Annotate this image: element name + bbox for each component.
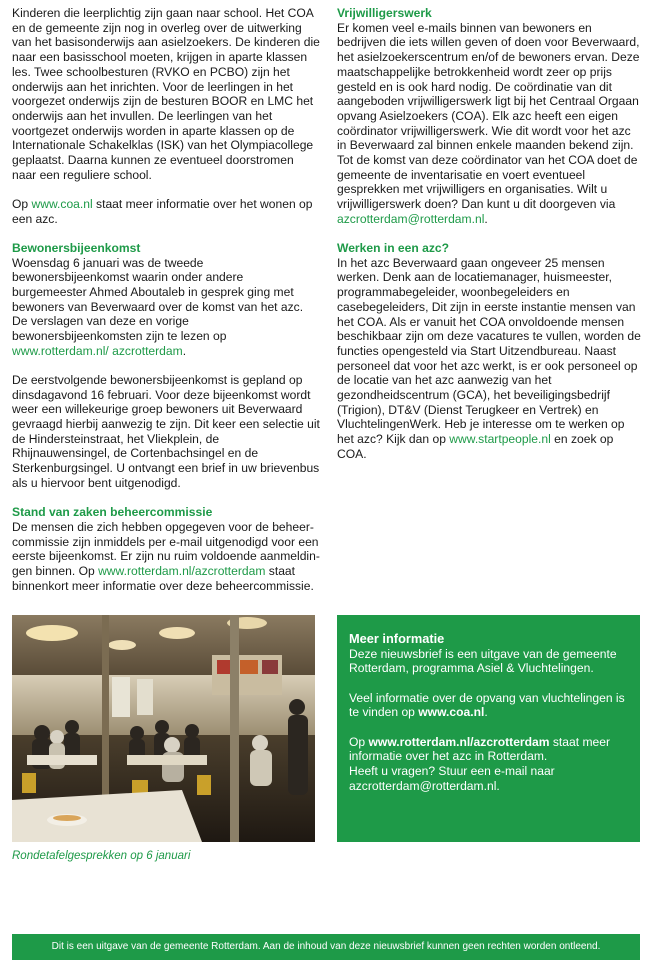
meeting-photo-illustration xyxy=(12,615,315,842)
vrijwilligerswerk-heading: Vrijwilligerswerk xyxy=(337,6,432,20)
rotterdam-azc-link[interactable]: www.rotterdam.nl/ azcrotterdam xyxy=(12,343,183,358)
text: . xyxy=(484,211,488,226)
footer-bar xyxy=(12,934,640,960)
infobox-paragraph-2 xyxy=(349,691,628,720)
text: Er komen veel e-mails binnen van bewoners en bedrijven die iets willen geven of doen voor Beverwaard, het asielzoekerscentrum en/of de bewoners ervan. Deze maatschappelijke betrokkenheid wordt zeer op prijs gesteld en is ook hard nodig. De coördinatie van dit aangeboden vrijwilligerswerk ligt bij het Centraal Orgaan opvang Asielzoekers (COA). Elk azc heeft een eigen coördinator vrijwilligerswerk. Wie dit wordt voor het azc in Beverwaard zal binnen enkele maanden bekend zijn. Tot de komst van deze coördinator van het COA doet de gemeente de inventarisatie en voert eventueel gesprekken met vrijwilligers en organisaties. Wilt u vrijwilligerswerk doen? Dan kunt u dit doorgeven via xyxy=(337,20,640,212)
intro-paragraph: Kinderen die leerplichtig zijn gaan naar school. Het COA en de gemeente zijn nog in overleg over de uitwerking van het basisonderwijs aan asielzoekers. De kinderen die naar een basisschool moeten, krijgen in aparte klassen les. Twee schoolbesturen (RVKO en PCBO) zijn het onderwijs aan het inrichten. Voor de leerlingen in het voorgezet onderwijs zijn de besturen BOOR en LMC het onderwijs aan het invullen. De leerlingen van het voortgezet onderwijs worden in aparte klassen op de Internationale Schakelklas (ISK) van het Olympiacollege geplaatst. Daarna kunnen ze eventueel doorstromen naar een reguliere school. xyxy=(12,6,320,182)
text: Veel informatie over de opvang van vluchtelingen is te vinden op xyxy=(349,690,625,720)
text: . xyxy=(484,705,488,720)
text: Op xyxy=(12,196,32,211)
infobox-contact-line: Heeft u vragen? Stuur een e-mail naar azcrotterdam@rotterdam.nl. xyxy=(349,763,555,793)
text: staat meer informatie over het wonen op een azc. xyxy=(12,196,313,226)
text: . xyxy=(182,343,187,358)
intro-coa-paragraph xyxy=(12,197,320,226)
text: Woensdag 6 januari was de tweede bewonersbijeenkomst waarin onder andere burgemeester Ahmed Aboutaleb in gesprek ging met bewoners van Beverwaard over de komst van het azc. De verslagen van deze en vorige bewonersbijeenkomsten zijn te lezen op xyxy=(12,255,304,344)
bewoners-paragraph-2: De eerstvolgende bewonersbijeenkomst is gepland op dinsdagavond 16 februari. Voor deze bijeenkomst wordt weer een willekeurige groep bewoners uit Beverwaard gevraagd hierbij aanwezig te zijn. Dit keer een selectie uit de Hindersteinstraat, het Vliekplein, de Rhijnauwensingel, de Cortenbachsingel en de Sterkenburgsingel. U ontvangt een brief in uw brievenbus als u hiervoor bent uitgenodigd. xyxy=(12,372,320,490)
rotterdam-azc-link-bold[interactable]: www.rotterdam.nl/azcrotterdam xyxy=(368,734,550,749)
meeting-photo xyxy=(12,615,315,842)
bewonersbijeenkomst-heading: Bewonersbijeenkomst xyxy=(12,240,141,255)
beheercommissie-paragraph xyxy=(12,520,320,594)
beheercommissie-heading: Stand van zaken beheercommissie xyxy=(12,505,213,520)
text: Op xyxy=(349,734,369,749)
infobox-heading: Meer informatie xyxy=(349,631,445,646)
werken-heading: Werken in een azc? xyxy=(337,241,450,256)
photo-caption: Rondetafelgesprekken op 6 januari xyxy=(12,850,191,862)
text: In het azc Beverwaard gaan ongeveer 25 mensen werken. Denk aan de locatiemanager, huismeester, programmabegeleider, woonbegeleiders en casebegeleiders, Dit zijn in eerste instantie mensen van het COA. Als er vanuit het COA onvoldoende mensen beschikbaar zijn om deze vacatures te vullen, worden de functies opengesteld via Start Uitzendbureau. Naast personeel dat voor het azc werkt, is er ook personeel op de locatie van het azc aanwezig van het gezondheidscentrum (GCA), het beveiligingsbedrijf (Trigion), DT&V (Dienst Terugkeer en Vertrek) en VluchtelingenWerk. Heb je interesse om te werken op het azc? Kijk dan op xyxy=(337,255,641,447)
meer-informatie-box xyxy=(337,615,640,842)
infobox-paragraph-1: Deze nieuwsbrief is een uitgave van de gemeente Rotterdam, programma Asiel & Vluchtelingen. xyxy=(349,646,617,676)
bewoners-paragraph-1 xyxy=(12,256,320,359)
coa-link-bold[interactable]: www.coa.nl xyxy=(418,705,485,720)
rotterdam-azc-link-2[interactable]: www.rotterdam.nl/azcrotterdam xyxy=(98,563,266,578)
infobox-paragraph-3 xyxy=(349,735,628,794)
text: staat meer informatie over het azc in Rotterdam. xyxy=(349,734,610,764)
coa-link[interactable]: www.coa.nl xyxy=(31,196,93,211)
right-column xyxy=(337,6,641,476)
werken-paragraph xyxy=(337,256,641,462)
left-column xyxy=(12,6,320,608)
text: De mensen die zich hebben opgegeven voor de beheer-commissie zijn inmiddels per e-mail uitgenodigd voor een eerste bijeenkomst. Er zijn nu ruim voldoende aanmeldin-gen binnen. Op xyxy=(12,519,320,578)
vrijwilligerswerk-paragraph xyxy=(337,21,641,227)
text: staat binnenkort meer informatie over deze beheercommissie. xyxy=(12,563,314,593)
startpeople-link[interactable]: www.startpeople.nl xyxy=(449,432,551,447)
footer-disclaimer: Dit is een uitgave van de gemeente Rotterdam. Aan de inhoud van deze nieuwsbrief kunnen geen rechten worden ontleend. xyxy=(51,941,601,952)
text: en zoek op COA. xyxy=(337,432,614,461)
email-link[interactable]: azcrotterdam@rotterdam.nl xyxy=(337,211,485,226)
